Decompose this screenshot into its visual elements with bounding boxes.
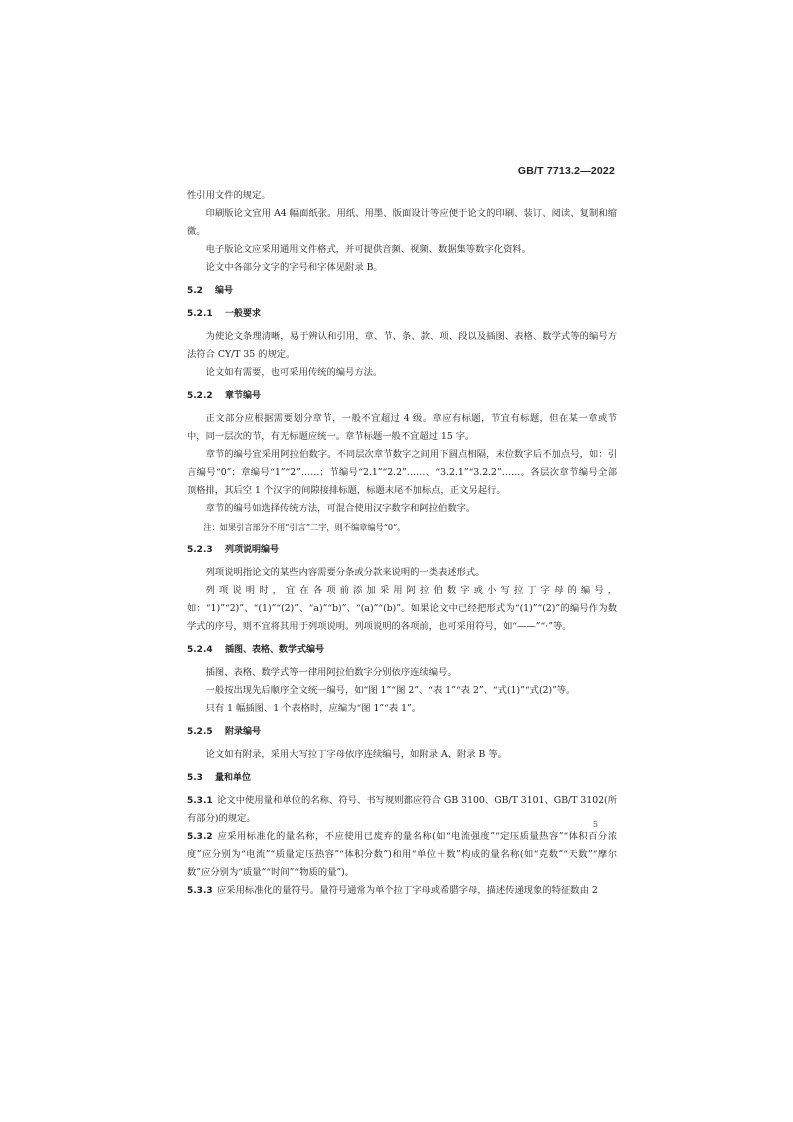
paragraph: 只有 1 幅插图、1 个表格时，应编为“图 1”“表 1”。: [205, 703, 422, 714]
numbered-clause: [187, 792, 617, 828]
paragraph: 性引用文件的规定。: [187, 190, 271, 201]
paragraph: 章节的编号宜采用阿拉伯数字。不同层次章节数字之间用下圆点相隔，末位数字后不加点号，如：引言编号“0”；章编号“1”“2”……；节编号“2.1”“2.2”……、“3.2.1”“3.2.2”……。各层次章节编号全部顶格排，其后空 1 个汉字的间隙接排标题，标题末尾不加标点，正文另起行。: [187, 449, 617, 496]
clause-text: 应采用标准化的量名称，不应使用已废弃的量名称(如“电流强度”“定压质量热容”“体积百分浓度”应分别为“电流”“质量定压热容”“体积分数”)和用“单位＋数”构成的量名称(如“克数”“天数”“摩尔数”应分别为“质量”“时间”“物质的量”)。: [187, 831, 617, 878]
paragraph: 列项说明时，宜在各项前添加采用阿拉伯数字或小写拉丁字母的编号，如：“1)”“2)”、“(1)”“(2)”、“a)”“b)”、“(a)”“(b)”。如果论文中已经把形式为“(1)”“(2)”的编号作为数学式的序号，则不宜将其用于列项说明。列项说明的各项前，也可采用符号，如“——”“·”等。: [187, 585, 617, 632]
section-heading: [187, 541, 617, 559]
section-heading: [187, 282, 617, 300]
section-title: 列项说明编号: [225, 545, 280, 555]
section-title: 附录编号: [225, 727, 262, 737]
paragraph: 为使论文条理清晰，易于辨认和引用，章、节、条、款、项、段以及插图、表格、数学式等的编号方法符合 CY/T 35 的规定。: [187, 331, 617, 360]
paragraph: 论文中各部分文字的字号和字体见附录 B。: [205, 262, 383, 273]
section-title: 一般要求: [225, 309, 262, 319]
section-number: 5.2.1: [187, 309, 213, 319]
standard-code: GB/T 7713.2—2022: [517, 165, 615, 177]
section-heading: [187, 641, 617, 659]
paragraph: 列项说明指论文的某些内容需要分条或分款来说明的一类表述形式。: [205, 567, 485, 578]
numbered-clause: [187, 828, 617, 882]
section-heading: [187, 769, 617, 787]
paragraph: 插图、表格、数学式等一律用阿拉伯数字分别依序连续编号。: [205, 667, 457, 678]
paragraph: 章节的编号如选择传统方法，可混合使用汉字数字和阿拉伯数字。: [205, 503, 476, 514]
paragraph: 正文部分应根据需要划分章节，一般不宜超过 4 级。章应有标题，节宜有标题，但在某一章或节中，同一层次的节，有无标题应统一。章节标题一般不宜超过 15 字。: [187, 413, 617, 442]
page-number: 5: [592, 820, 598, 829]
section-title: 章节编号: [225, 391, 262, 401]
note: 注：如果引言部分不用“引言”二字，则不编章编号“0”。: [203, 522, 406, 532]
clause-text: 论文中使用量和单位的名称、符号、书写规则都应符合 GB 3100、GB/T 3101、GB/T 3102(所有部分)的规定。: [187, 795, 617, 824]
section-title: 插图、表格、数学式编号: [225, 645, 325, 655]
clause-number: 5.3.3: [187, 886, 213, 896]
section-number: 5.2: [187, 286, 203, 296]
clause-number: 5.3.1: [187, 796, 213, 806]
section-number: 5.2.5: [187, 727, 213, 737]
paragraph: 印刷版论文宜用 A4 幅面纸张。用纸、用墨、版面设计等应便于论文的印刷、装订、阅读、复制和缩微。: [187, 208, 617, 237]
section-number: 5.3: [187, 773, 203, 783]
paragraph: 论文如有需要，也可采用传统的编号方法。: [205, 367, 383, 378]
paragraph: 论文如有附录，采用大写拉丁字母依序连续编号，如附录 A、附录 B 等。: [205, 749, 507, 760]
paragraph: 一般按出现先后顺序全文统一编号，如“图 1”“图 2”、“表 1”“表 2”、“式(1)”“式(2)”等。: [205, 685, 576, 696]
section-heading: [187, 723, 617, 741]
section-title: 编号: [215, 286, 234, 296]
section-heading: [187, 305, 617, 323]
section-heading: [187, 387, 617, 405]
section-number: 5.2.3: [187, 545, 213, 555]
section-title: 量和单位: [215, 773, 252, 783]
paragraph: 电子版论文应采用通用文件格式，并可提供音频、视频、数据集等数字化资料。: [205, 244, 531, 255]
section-number: 5.2.2: [187, 391, 213, 401]
numbered-clause: [187, 882, 617, 900]
clause-number: 5.3.2: [187, 832, 213, 842]
section-number: 5.2.4: [187, 645, 213, 655]
document-body: [187, 187, 617, 900]
clause-text: 应采用标准化的量符号。量符号通常为单个拉丁字母或希腊字母，描述传递现象的特征数由 2: [217, 885, 598, 896]
